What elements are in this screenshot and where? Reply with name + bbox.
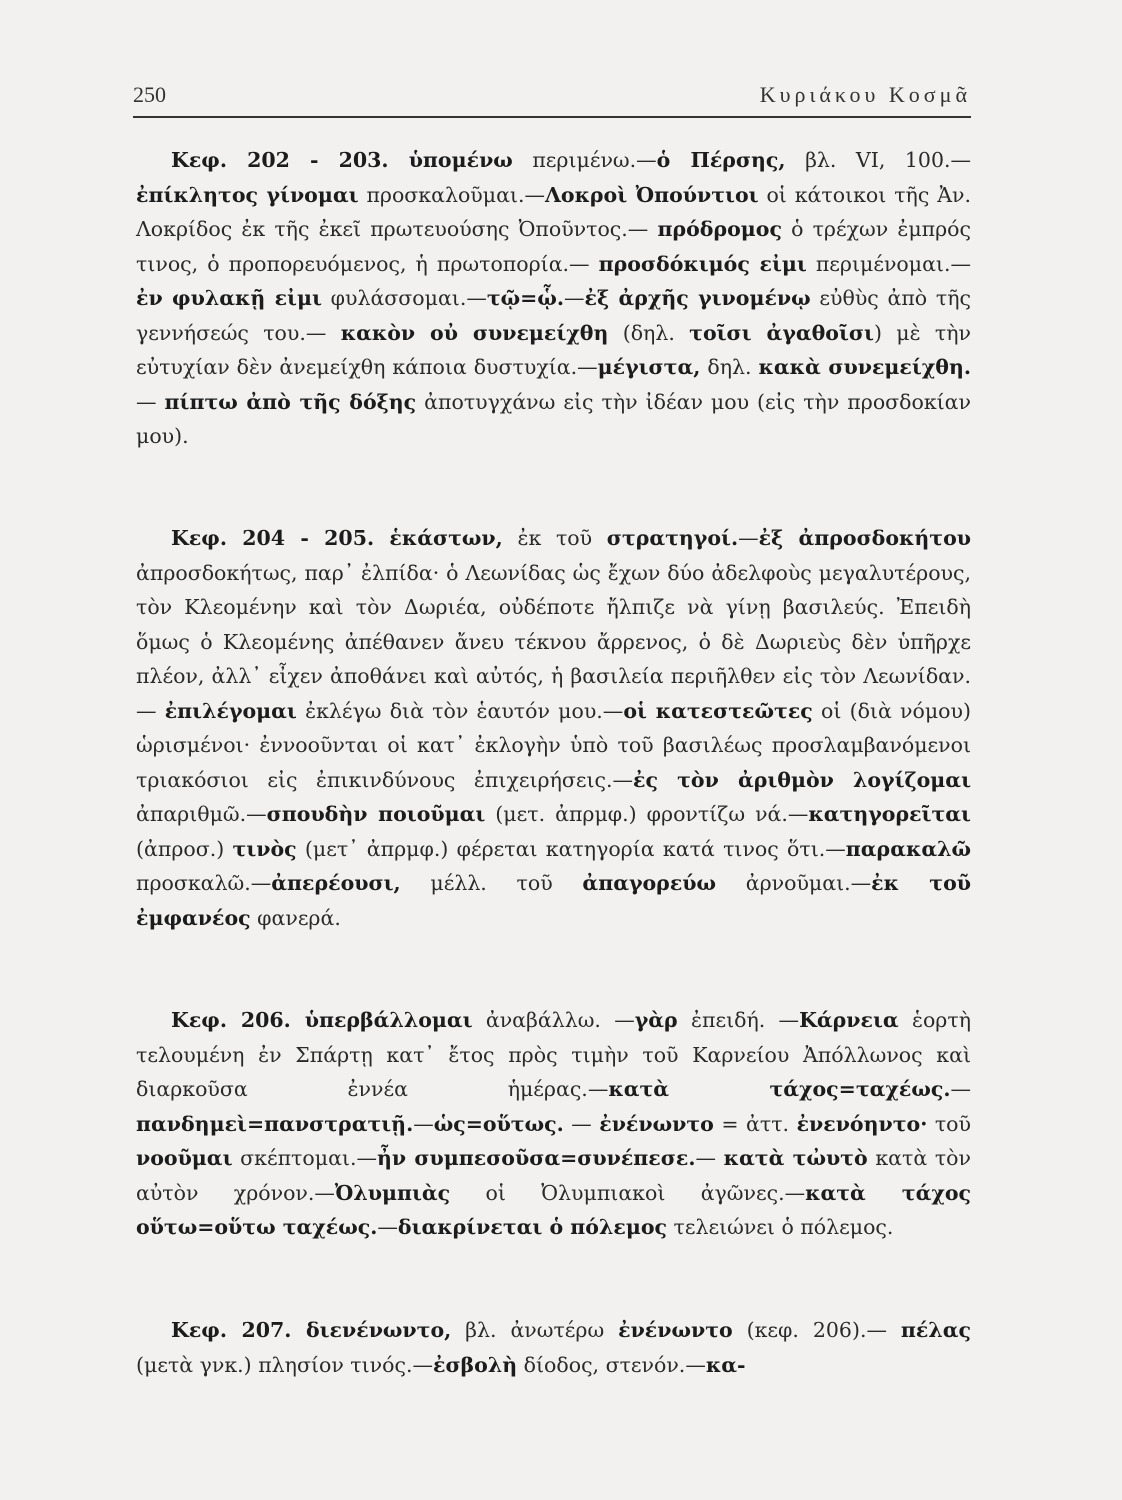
headword: τινὸς bbox=[232, 836, 297, 861]
headword: κα- bbox=[705, 1352, 746, 1377]
gloss-text: ἐκλέγω διὰ τὸν ἑαυτόν μου.— bbox=[296, 698, 624, 723]
gloss-text: περιμένομαι.— bbox=[806, 251, 971, 276]
headword: Κεφ. 204 - 205. bbox=[171, 526, 390, 550]
gloss-text: — bbox=[136, 389, 165, 414]
headword: ἐσβολὴ bbox=[432, 1352, 518, 1377]
gloss-text: δηλ. bbox=[700, 355, 759, 379]
gloss-text: ἀπαριθμῶ.— bbox=[136, 802, 267, 826]
headword: πρόδρομος bbox=[657, 217, 782, 241]
headword: κακὰ συνεμείχθη. bbox=[758, 355, 971, 379]
gloss-text: μέλλ. τοῦ bbox=[400, 871, 583, 895]
headword: κατηγορεῖται bbox=[808, 802, 971, 826]
gloss-text: (κεφ. 206).— bbox=[732, 1318, 901, 1342]
gloss-text: περιμένω.— bbox=[512, 148, 657, 172]
page-header bbox=[133, 76, 971, 118]
headword: ἐκ τοῦ ἐμφανέος bbox=[136, 871, 972, 930]
gloss-text: ἐπειδή. — bbox=[677, 1008, 800, 1032]
headword: πανδημεὶ=πανστρατιῇ. bbox=[136, 1111, 414, 1136]
gloss-text: (ἀπροσ.) bbox=[136, 836, 233, 861]
paragraph-chapter-206 bbox=[136, 1003, 971, 1245]
gloss-text: εὐθὺς ἀπὸ τῆς γεννήσεώς του.— bbox=[136, 286, 971, 345]
gloss-text: οἱ κάτοικοι τῆς Ἀν. Λοκρίδος ἐκ τῆς ἐκεῖ πρωτευούσης Ὀποῦντος.— bbox=[136, 182, 971, 241]
gloss-text: φανερά. bbox=[250, 905, 341, 930]
headword: στρατηγοί. bbox=[606, 526, 739, 550]
headword: κατὰ τὠυτὸ bbox=[723, 1146, 868, 1170]
headword: Κεφ. 202 - 203. bbox=[171, 148, 409, 172]
gloss-text: — bbox=[563, 1111, 600, 1136]
headword: ἐπιλέγομαι bbox=[164, 698, 297, 723]
paragraph-chapter-207 bbox=[136, 1313, 971, 1382]
paragraph-chapter-204-205 bbox=[136, 521, 971, 935]
gloss-text: — bbox=[377, 1215, 398, 1239]
headword: ὡς=οὕτως. bbox=[433, 1111, 564, 1136]
gloss-text: — bbox=[738, 526, 759, 550]
headword: ἀπερέουσι, bbox=[271, 871, 401, 895]
gloss-text: κατὰ τὸν αὐτὸν χρόνον.— bbox=[136, 1146, 971, 1205]
gloss-text: ἀρνοῦμαι.— bbox=[716, 871, 872, 895]
gloss-text: (δηλ. bbox=[608, 320, 690, 345]
gloss-text: ἐκ τοῦ bbox=[502, 526, 607, 550]
headword: διενένωντο, bbox=[305, 1318, 452, 1342]
headword: Κάρνεια bbox=[799, 1008, 899, 1032]
gloss-text: ἀποτυγχάνω εἰς τὴν ἰδέαν μου (εἰς τὴν προσδοκίαν μου). bbox=[136, 389, 971, 448]
headword: σπουδὴν ποιοῦμαι bbox=[266, 802, 486, 826]
headword: ἐνένωντο bbox=[618, 1318, 733, 1342]
page-number: 250 bbox=[133, 82, 166, 107]
paragraph-chapter-202-203 bbox=[136, 143, 971, 454]
gloss-text: σκέπτομαι.— bbox=[232, 1146, 377, 1170]
gloss-text: βλ. VI, 100.— bbox=[785, 148, 971, 172]
gloss-text: τελειώνει ὁ πόλεμος. bbox=[666, 1215, 894, 1239]
headword: ἐς τὸν ἀριθμὸν λογίζομαι bbox=[633, 767, 972, 792]
headword: διακρίνεται ὁ πόλεμος bbox=[397, 1215, 667, 1239]
headword: προσδόκιμός εἰμι bbox=[598, 251, 807, 276]
headword: μέγιστα, bbox=[597, 355, 701, 379]
running-title: Κυριάκου Κοσμᾶ bbox=[759, 82, 971, 107]
headword: Ὀλυμπιὰς bbox=[334, 1180, 451, 1205]
gloss-text: (μετὰ γνκ.) πλησίον τινός.— bbox=[136, 1352, 433, 1377]
headword: τοῖσι ἀγαθοῖσι bbox=[689, 320, 874, 345]
headword: πέλας bbox=[900, 1318, 971, 1342]
gloss-text: βλ. ἀνωτέρω bbox=[451, 1318, 619, 1342]
headword: νοοῦμαι bbox=[136, 1146, 233, 1170]
headword: ἐπίκλητος γίνομαι bbox=[136, 182, 359, 207]
headword: Λοκροὶ Ὀπούντιοι bbox=[544, 182, 759, 207]
headword: κακὸν οὐ συνεμείχθη bbox=[340, 320, 609, 345]
gloss-text: ἀναβάλλω. — bbox=[472, 1008, 635, 1032]
gloss-text: προσκαλῶ.— bbox=[136, 871, 272, 895]
headword: ὁ Πέρσης, bbox=[656, 148, 786, 172]
headword: ἐξ ἀρχῆς γινομένῳ bbox=[584, 286, 811, 310]
gloss-text: οἱ (διὰ νόμου) ὡρισμένοι· ἐννοοῦνται οἱ κατ᾽ ἐκλογὴν ὑπὸ τοῦ βασιλέως προσλαμβανόμενοι τριακόσιοι εἰς ἐπικινδύνους ἐπιχειρήσεις.— bbox=[136, 698, 971, 792]
gloss-text: ἑορτὴ τελουμένη ἐν Σπάρτῃ κατ᾽ ἔτος πρὸς τιμὴν τοῦ Καρνείου Ἀπόλλωνος καὶ διαρκοῦσα ἐννέα ἡμέρας.— bbox=[136, 1008, 971, 1101]
gloss-text: (μετ᾽ ἀπρμφ.) φέρεται κατηγορία κατά τινος ὅτι.— bbox=[296, 836, 846, 861]
gloss-text: ) μὲ τὴν εὐτυχίαν δὲν ἀνεμείχθη κάποια δυστυχία.— bbox=[136, 320, 971, 379]
headword: ὑπερβάλλομαι bbox=[304, 1008, 473, 1032]
headword: Κεφ. 207. bbox=[171, 1318, 306, 1342]
headword: ἐν φυλακῇ εἰμι bbox=[136, 286, 322, 310]
headword: τῷ=ᾧ. bbox=[486, 286, 564, 310]
headword: πίπτω ἀπὸ τῆς δόξης bbox=[164, 389, 417, 414]
gloss-text: φυλάσσομαι.— bbox=[321, 286, 487, 310]
gloss-text: — bbox=[413, 1111, 434, 1136]
gloss-text: δίοδος, στενόν.— bbox=[517, 1352, 706, 1377]
gloss-text: οἱ Ὀλυμπιακοὶ ἀγῶνες.— bbox=[450, 1180, 806, 1205]
headword: ὑπομένω bbox=[408, 148, 513, 172]
gloss-text: — bbox=[564, 286, 585, 310]
gloss-text: (μετ. ἀπρμφ.) φροντίζω νά.— bbox=[485, 802, 809, 826]
headword: παρακαλῶ bbox=[845, 836, 972, 861]
headword: ἀπαγορεύω bbox=[582, 871, 717, 895]
headword: κατὰ τάχος=ταχέως. bbox=[608, 1077, 951, 1101]
gloss-text: = ἀττ. bbox=[713, 1111, 797, 1136]
headword: ἐνένωντο bbox=[599, 1111, 714, 1136]
gloss-text: ἀπροσδοκήτως, παρ᾽ ἐλπίδα· ὁ Λεωνίδας ὡς ἔχων δύο ἀδελφοὺς μεγαλυτέρους, τὸν Κλεομένην καὶ τὸν Δωριέα, οὐδέποτε ἤλπιζε νὰ γίνῃ βασιλεύς. Ἐπειδὴ ὅμως ὁ Κλεομένης ἀπέθανεν ἄνευ τέκνου ἄρρενος, ὁ δὲ Δωριεὺς δὲν ὑπῆρχε πλέον, ἀλλ᾽ εἶχεν ἀποθάνει καὶ αὐτός, ἡ βασιλεία περιῆλθεν εἰς τὸν Λεωνίδαν.— bbox=[136, 560, 971, 723]
gloss-text: ὁ τρέχων ἐμπρός τινος, ὁ προπορευόμενος, ἡ πρωτοπορία.— bbox=[136, 217, 971, 276]
gloss-text: προσκαλοῦμαι.— bbox=[358, 182, 545, 207]
headword: ἐξ ἀπροσδοκήτου bbox=[758, 526, 971, 550]
headword: ἑκάστων, bbox=[389, 526, 503, 550]
gloss-text: — bbox=[695, 1146, 724, 1170]
headword: Κεφ. 206. bbox=[171, 1008, 305, 1032]
headword: οἱ κατεστεῶτες bbox=[623, 698, 813, 723]
headword: γὰρ bbox=[634, 1008, 678, 1032]
headword: ἦν συμπεσοῦσα=συνέπεσε. bbox=[376, 1146, 696, 1170]
gloss-text: τοῦ bbox=[927, 1111, 971, 1136]
headword: κατὰ τάχος οὕτω=οὕτω ταχέως. bbox=[136, 1180, 971, 1239]
headword: ἐνενόηντο· bbox=[796, 1111, 928, 1136]
gloss-text: — bbox=[950, 1077, 971, 1101]
